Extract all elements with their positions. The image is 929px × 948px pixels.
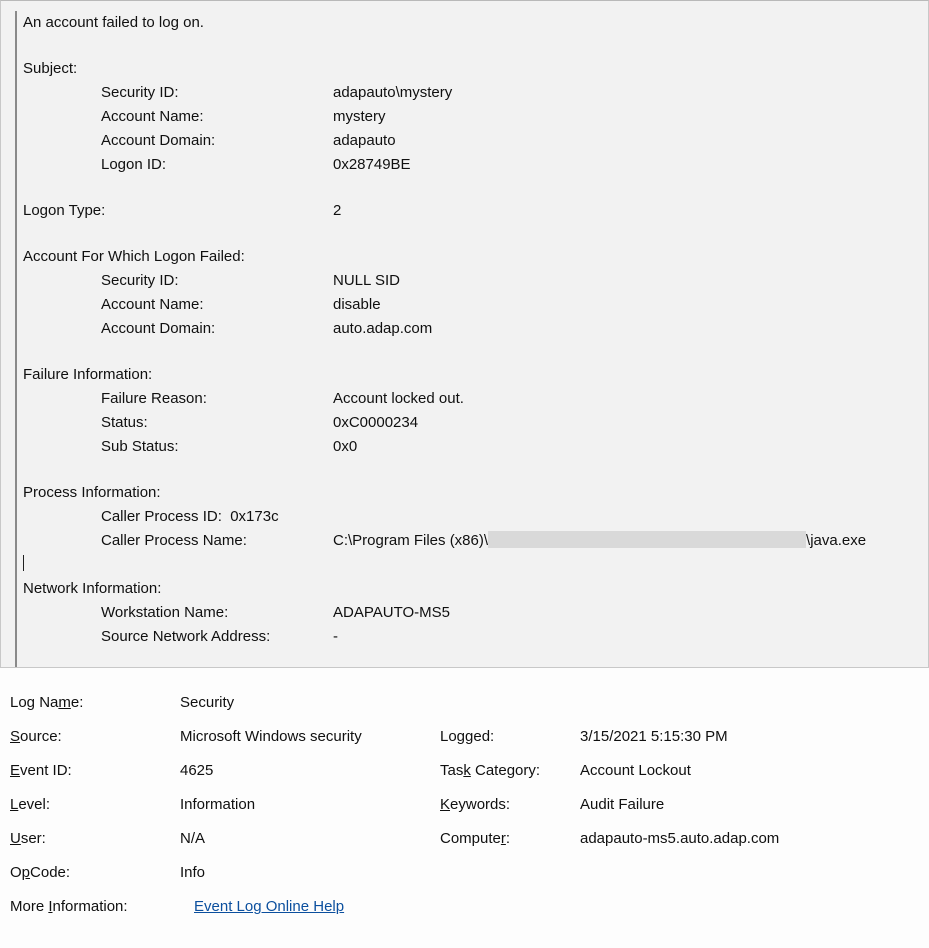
value-logon-type: 2 xyxy=(333,202,342,219)
value-account-name: mystery xyxy=(333,108,386,125)
label-account-name: Account Name: xyxy=(101,108,204,125)
event-details-grid xyxy=(0,672,929,948)
event-log-online-help-link[interactable]: Event Log Online Help xyxy=(194,898,345,915)
label-workstation-name: Workstation Name: xyxy=(101,604,229,621)
detail-row-event-id xyxy=(10,754,929,788)
value-opcode: Info xyxy=(180,864,206,881)
label-account-name: Account Name: xyxy=(101,296,204,313)
row-workstation-name xyxy=(23,601,922,625)
label-task-category: Task Category: xyxy=(440,762,541,779)
spacer xyxy=(23,35,922,57)
section-title-process-info: Process Information: xyxy=(23,484,161,501)
label-computer: Computer: xyxy=(440,830,511,847)
label-security-id: Security ID: xyxy=(101,84,179,101)
value-account-name: disable xyxy=(333,296,381,313)
label-level: Level: xyxy=(10,796,51,813)
detail-row-opcode xyxy=(10,856,929,890)
row-subject-account-domain xyxy=(23,129,922,153)
value-account-domain: auto.adap.com xyxy=(333,320,433,337)
text-caret xyxy=(23,555,24,571)
label-log-name: Log Name: xyxy=(10,694,84,711)
value-keywords: Audit Failure xyxy=(580,796,665,813)
row-failed-account-domain xyxy=(23,317,922,341)
row-subject-logon-id xyxy=(23,153,922,177)
value-workstation-name: ADAPAUTO-MS5 xyxy=(333,604,450,621)
value-logon-id: 0x28749BE xyxy=(333,156,411,173)
value-source-network-address: - xyxy=(333,628,338,645)
row-caller-process-name xyxy=(23,529,922,553)
label-logged: Logged: xyxy=(440,728,495,745)
event-description-text xyxy=(15,11,922,667)
value-event-id: 4625 xyxy=(180,762,214,779)
value-sub-status: 0x0 xyxy=(333,438,358,455)
label-more-information: More Information: xyxy=(10,898,128,915)
detail-row-level xyxy=(10,788,929,822)
section-title-network-info: Network Information: xyxy=(23,580,162,597)
value-caller-process-path: C:\Program Files (x86)\ xyxy=(333,532,489,549)
spacer xyxy=(23,177,922,199)
row-source-network-address xyxy=(23,625,922,649)
section-title-account-failed: Account For Which Logon Failed: xyxy=(23,248,245,265)
row-caller-process-id xyxy=(23,505,922,529)
detail-row-source xyxy=(10,720,929,754)
redacted-path-block xyxy=(488,531,806,548)
description-headline: An account failed to log on. xyxy=(23,14,204,31)
label-security-id: Security ID: xyxy=(101,272,179,289)
row-subject-account-name xyxy=(23,105,922,129)
label-logon-id: Logon ID: xyxy=(101,156,167,173)
row-failed-account-name xyxy=(23,293,922,317)
value-account-domain: adapauto xyxy=(333,132,396,149)
row-failure-reason xyxy=(23,387,922,411)
value-status: 0xC0000234 xyxy=(333,414,419,431)
label-logon-type: Logon Type: xyxy=(23,202,106,219)
label-status: Status: xyxy=(101,414,148,431)
detail-row-log-name xyxy=(10,686,929,720)
row-sub-status xyxy=(23,435,922,459)
value-computer: adapauto-ms5.auto.adap.com xyxy=(580,830,780,847)
value-source: Microsoft Windows security xyxy=(180,728,362,745)
section-title-failure-info: Failure Information: xyxy=(23,366,153,383)
label-event-id: Event ID: xyxy=(10,762,72,779)
label-caller-process-id: Caller Process ID: 0x173c xyxy=(101,508,279,525)
row-logon-type xyxy=(23,199,922,223)
label-keywords: Keywords: xyxy=(440,796,511,813)
label-account-domain: Account Domain: xyxy=(101,132,216,149)
label-failure-reason: Failure Reason: xyxy=(101,390,207,407)
row-failed-security-id xyxy=(23,269,922,293)
row-subject-security-id xyxy=(23,81,922,105)
spacer xyxy=(23,223,922,245)
row-status xyxy=(23,411,922,435)
value-failure-reason: Account locked out. xyxy=(333,390,464,407)
spacer xyxy=(23,341,922,363)
label-source-network-address: Source Network Address: xyxy=(101,628,271,645)
value-level: Information xyxy=(180,796,256,813)
text-cursor-line xyxy=(23,553,922,577)
label-account-domain: Account Domain: xyxy=(101,320,216,337)
value-logged: 3/15/2021 5:15:30 PM xyxy=(580,728,728,745)
value-user: N/A xyxy=(180,830,206,847)
value-caller-process-suffix: \java.exe xyxy=(806,532,867,549)
value-log-name: Security xyxy=(180,694,235,711)
value-security-id: NULL SID xyxy=(333,272,400,289)
label-opcode: OpCode: xyxy=(10,864,71,881)
label-user: User: xyxy=(10,830,46,847)
detail-row-more-information xyxy=(10,890,929,924)
section-title-subject: Subject: xyxy=(23,60,78,77)
spacer xyxy=(23,459,922,481)
label-source: Source: xyxy=(10,728,62,745)
value-task-category: Account Lockout xyxy=(580,762,691,779)
label-sub-status: Sub Status: xyxy=(101,438,179,455)
value-security-id: adapauto\mystery xyxy=(333,84,453,101)
label-caller-process-name: Caller Process Name: xyxy=(101,532,247,549)
detail-row-user xyxy=(10,822,929,856)
